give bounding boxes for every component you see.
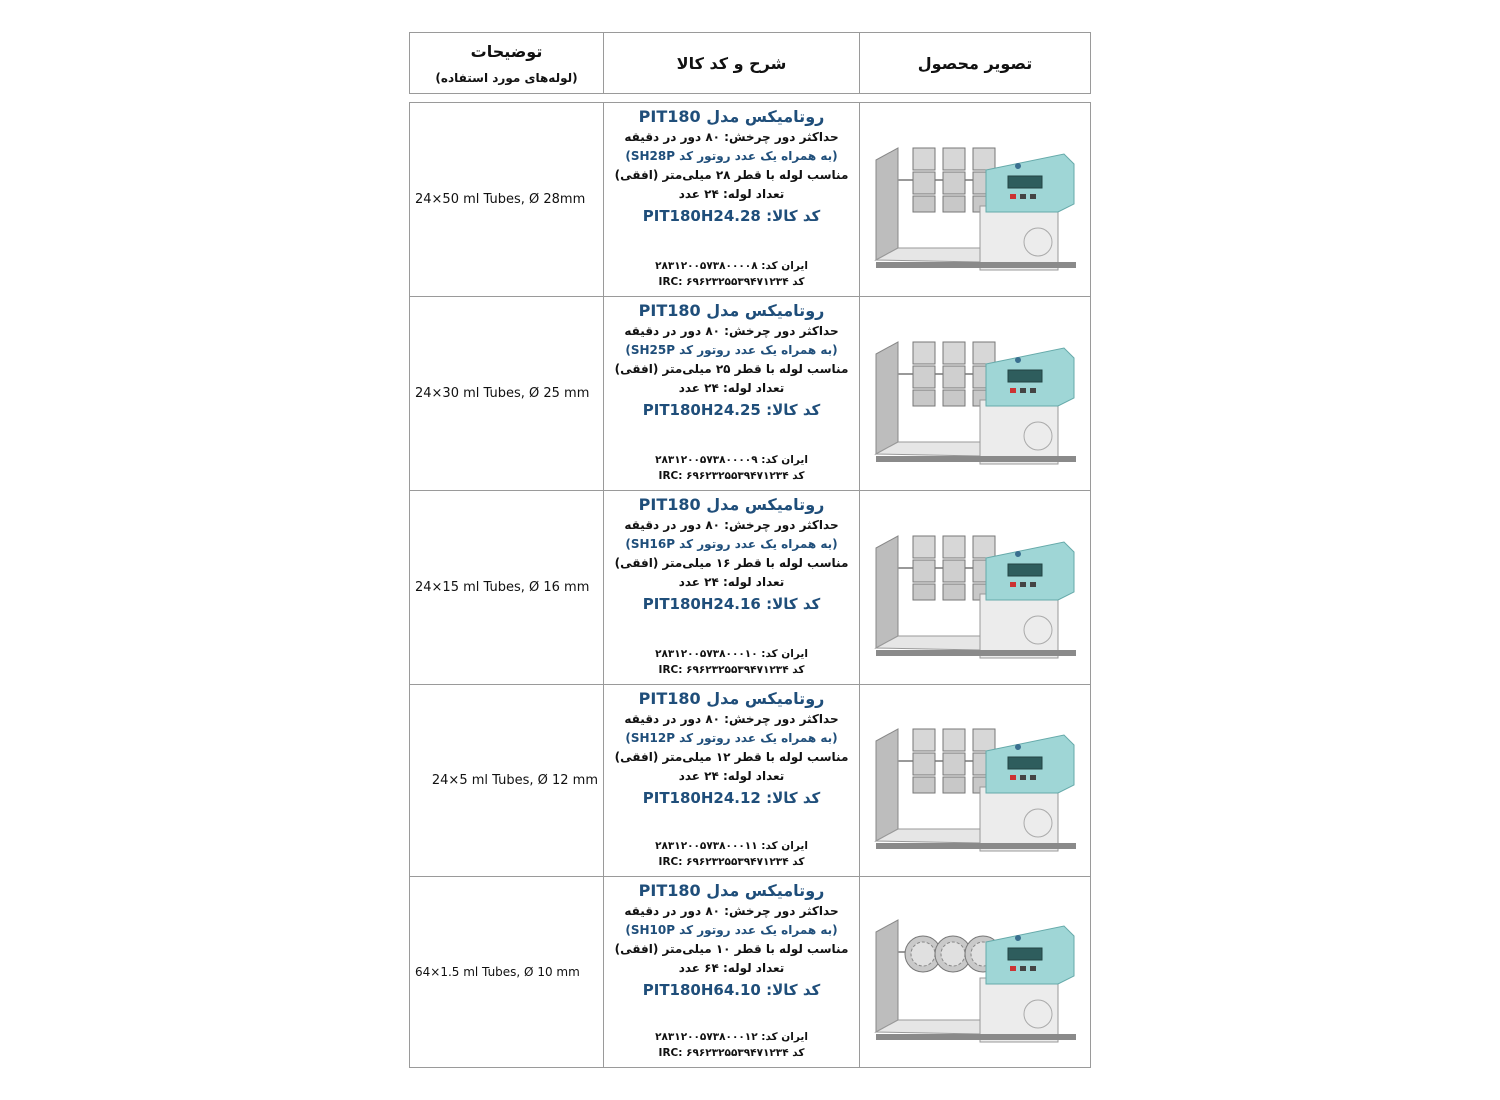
table-row (410, 877, 1090, 1067)
product-title: روتامیکس مدل PIT180 (638, 301, 825, 320)
tube-count: تعداد لوله: ۲۴ عدد (678, 187, 785, 201)
spec-cell (604, 297, 860, 490)
tubes-cell (410, 877, 604, 1067)
product-title: روتامیکس مدل PIT180 (638, 107, 825, 126)
product-code: کد کالا: PIT180H24.25 (642, 401, 821, 419)
product-image (868, 120, 1082, 280)
header-spec: شرح و کد کالا (604, 33, 860, 93)
product-image (868, 892, 1082, 1052)
spec-cell (604, 491, 860, 684)
rotator-illustration (868, 508, 1082, 668)
iran-code: ایران کد: ۲۸۳۱۲۰۰۵۷۳۸۰۰۰۰۹ (655, 454, 808, 466)
product-image (868, 701, 1082, 861)
table-row (410, 103, 1090, 297)
tube-suitability: مناسب لوله با قطر ۲۵ میلی‌متر (افقی) (614, 362, 849, 376)
rotor-info: (به همراه یک عدد روتور کد SH10P) (625, 923, 838, 937)
header-description-subtitle: (لوله‌های مورد استفاده) (435, 70, 578, 85)
tubes-description: 24×15 ml Tubes, Ø 16 mm (415, 580, 590, 595)
rotor-info: (به همراه یک عدد روتور کد SH28P) (625, 149, 838, 163)
header-description (410, 33, 604, 93)
iran-code: ایران کد: ۲۸۳۱۲۰۰۵۷۳۸۰۰۰۱۱ (655, 840, 808, 852)
tubes-cell (410, 491, 604, 684)
id-codes (604, 646, 859, 678)
table-row (410, 297, 1090, 491)
tube-count: تعداد لوله: ۲۴ عدد (678, 769, 785, 783)
product-image (868, 314, 1082, 474)
iran-code: ایران کد: ۲۸۳۱۲۰۰۵۷۳۸۰۰۰۱۲ (655, 1031, 808, 1043)
max-speed: حداکثر دور چرخش: ۸۰ دور در دقیقه (624, 518, 839, 532)
tube-count: تعداد لوله: ۲۴ عدد (678, 381, 785, 395)
product-code: کد کالا: PIT180H64.10 (642, 981, 821, 999)
product-image-cell (860, 297, 1090, 490)
product-image-cell (860, 685, 1090, 876)
max-speed: حداکثر دور چرخش: ۸۰ دور در دقیقه (624, 712, 839, 726)
tube-suitability: مناسب لوله با قطر ۱۰ میلی‌متر (افقی) (614, 942, 849, 956)
tubes-cell (410, 297, 604, 490)
tube-suitability: مناسب لوله با قطر ۲۸ میلی‌متر (افقی) (614, 168, 849, 182)
irc-code: کد IRC: ۶۹۶۲۳۲۵۵۳۹۴۷۱۲۳۴ (658, 1047, 805, 1059)
table-row (410, 491, 1090, 685)
tubes-description: 24×30 ml Tubes, Ø 25 mm (415, 386, 590, 401)
iran-code: ایران کد: ۲۸۳۱۲۰۰۵۷۳۸۰۰۰۰۸ (655, 260, 808, 272)
spec-cell (604, 685, 860, 876)
product-title: روتامیکس مدل PIT180 (638, 495, 825, 514)
product-image-cell (860, 491, 1090, 684)
spec-cell (604, 877, 860, 1067)
id-codes (604, 452, 859, 484)
tubes-cell (410, 685, 604, 876)
product-table (409, 102, 1091, 1068)
tube-count: تعداد لوله: ۶۴ عدد (678, 961, 785, 975)
tubes-description: 24×5 ml Tubes, Ø 12 mm (431, 773, 598, 788)
rotor-info: (به همراه یک عدد روتور کد SH16P) (625, 537, 838, 551)
product-code: کد کالا: PIT180H24.12 (642, 789, 821, 807)
tubes-cell (410, 103, 604, 296)
tube-suitability: مناسب لوله با قطر ۱۶ میلی‌متر (افقی) (614, 556, 849, 570)
id-codes (604, 258, 859, 290)
irc-code: کد IRC: ۶۹۶۲۳۲۵۵۳۹۴۷۱۲۳۴ (658, 276, 805, 288)
rotator-illustration (868, 314, 1082, 474)
product-image-cell (860, 103, 1090, 296)
spec-cell (604, 103, 860, 296)
rotor-info: (به همراه یک عدد روتور کد SH25P) (625, 343, 838, 357)
header-image: تصویر محصول (917, 53, 1033, 73)
tubes-description: 64×1.5 ml Tubes, Ø 10 mm (415, 965, 580, 979)
max-speed: حداکثر دور چرخش: ۸۰ دور در دقیقه (624, 904, 839, 918)
rotator-illustration (868, 892, 1082, 1052)
table-header (409, 32, 1091, 94)
id-codes (604, 1029, 859, 1061)
iran-code: ایران کد: ۲۸۳۱۲۰۰۵۷۳۸۰۰۰۱۰ (655, 648, 808, 660)
tubes-description: 24×50 ml Tubes, Ø 28mm (415, 192, 586, 207)
product-image (868, 508, 1082, 668)
header-description-title: توضیحات (470, 41, 543, 61)
irc-code: کد IRC: ۶۹۶۲۳۲۵۵۳۹۴۷۱۲۳۴ (658, 664, 805, 676)
product-code: کد کالا: PIT180H24.28 (642, 207, 821, 225)
max-speed: حداکثر دور چرخش: ۸۰ دور در دقیقه (624, 324, 839, 338)
table-row (410, 685, 1090, 877)
rotator-illustration (868, 701, 1082, 861)
tube-count: تعداد لوله: ۲۴ عدد (678, 575, 785, 589)
id-codes (604, 838, 859, 870)
irc-code: کد IRC: ۶۹۶۲۳۲۵۵۳۹۴۷۱۲۳۴ (658, 856, 805, 868)
rotator-illustration (868, 120, 1082, 280)
product-image-cell (860, 877, 1090, 1067)
product-code: کد کالا: PIT180H24.16 (642, 595, 821, 613)
product-title: روتامیکس مدل PIT180 (638, 689, 825, 708)
rotor-info: (به همراه یک عدد روتور کد SH12P) (625, 731, 838, 745)
tube-suitability: مناسب لوله با قطر ۱۲ میلی‌متر (افقی) (614, 750, 849, 764)
irc-code: کد IRC: ۶۹۶۲۳۲۵۵۳۹۴۷۱۲۳۴ (658, 470, 805, 482)
product-title: روتامیکس مدل PIT180 (638, 881, 825, 900)
max-speed: حداکثر دور چرخش: ۸۰ دور در دقیقه (624, 130, 839, 144)
